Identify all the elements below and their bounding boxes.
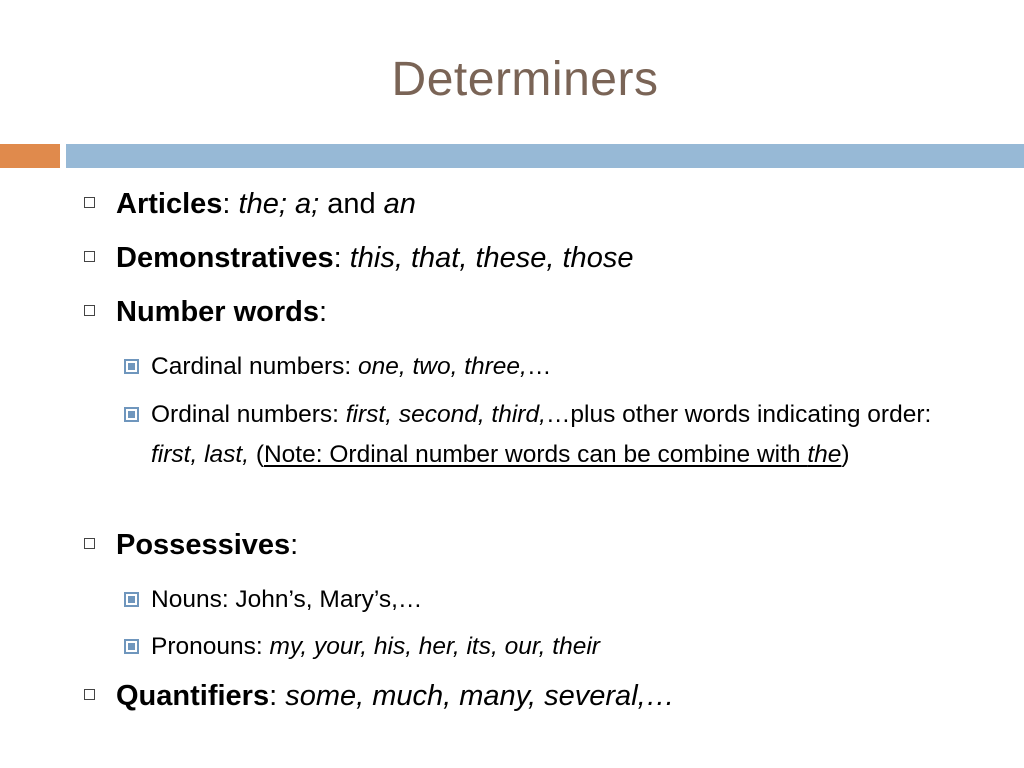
square-bullet-icon (84, 689, 95, 700)
example-the: the; (238, 188, 287, 220)
bullet-possessives: Possessives: (116, 527, 298, 565)
nouns-text: Nouns: John’s, Mary’s,… (151, 586, 423, 613)
term-demonstratives: Demonstratives (116, 242, 334, 274)
examples-ordinal: first, second, third, (345, 401, 546, 428)
examples-cardinal: one, two, three, (357, 353, 527, 380)
term-number-words: Number words (116, 296, 320, 328)
square-bullet-icon (84, 197, 95, 208)
term-possessives: Possessives (116, 529, 291, 561)
filled-square-bullet-icon (124, 407, 139, 422)
subbullet-cardinal: Cardinal numbers: one, two, three,… (151, 347, 971, 387)
square-bullet-icon (84, 538, 95, 549)
term-quantifiers: Quantifiers (116, 680, 270, 712)
filled-square-bullet-icon (124, 359, 139, 374)
slide-title: Determiners (391, 53, 659, 106)
bullet-quantifiers: Quantifiers: some, much, many, several,… (116, 678, 675, 716)
filled-square-bullet-icon (124, 639, 139, 654)
examples-order-words: first, last, (151, 441, 250, 468)
ordinal-note: Note: Ordinal number words can be combine with the (263, 441, 842, 468)
example-a: a; (294, 188, 320, 220)
examples-pronouns: my, your, his, her, its, our, their (269, 633, 600, 660)
bullet-number-words: Number words: (116, 294, 327, 332)
term-articles: Articles (116, 188, 223, 220)
subbullet-nouns (151, 580, 971, 620)
subbullet-ordinal: Ordinal numbers: first, second, third,…plus other words indicating order: first, last, (Note: Ordinal number words can be combine with the) (151, 395, 971, 475)
subbullet-pronouns: Pronouns: my, your, his, her, its, our, their (151, 627, 971, 667)
bullet-demonstratives: Demonstratives: this, that, these, those (116, 240, 633, 278)
square-bullet-icon (84, 251, 95, 262)
bullet-articles: Articles: the; a; and an (116, 186, 416, 224)
example-an: an (383, 188, 416, 220)
examples-demonstratives: this, that, these, those (349, 242, 634, 274)
square-bullet-icon (84, 305, 95, 316)
examples-quantifiers: some, much, many, several,… (277, 680, 675, 712)
filled-square-bullet-icon (124, 592, 139, 607)
